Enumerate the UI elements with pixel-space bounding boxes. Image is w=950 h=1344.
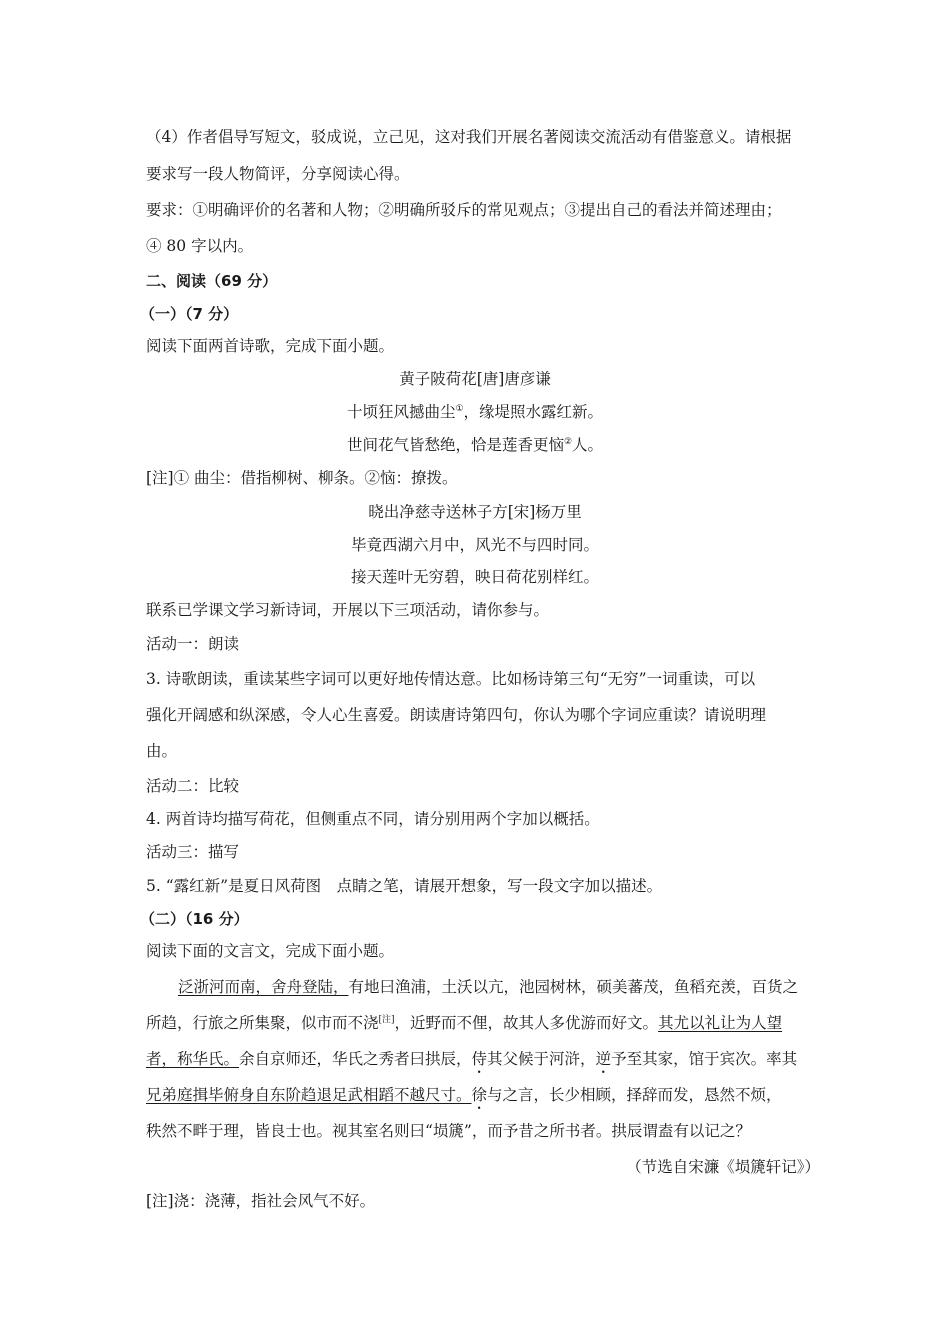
classical-text-line-5: 秩然不畔于理，皆良士也。视其室名则曰“埙篪”，而予昔之所书者。拱辰谓盍有以记之？ xyxy=(146,1122,751,1140)
activity-2-label: 活动二：比较 xyxy=(146,777,240,795)
poem-2-line-2: 接天莲叶无穷碧，映日荷花别样红。 xyxy=(350,568,599,586)
q3-line-1: 3. 诗歌朗读，重读某些字词可以更好地传情达意。比如杨诗第三句“无穷”一词重读，可以 xyxy=(146,670,756,688)
q4-compare: 4. 两首诗均描写荷花，但侧重点不同，请分别用两个字加以概括。 xyxy=(146,810,600,828)
q3-line-2: 强化开阔感和纵深感，令人心生喜爱。朗读唐诗第四句，你认为哪个字词应重读？请说明理 xyxy=(146,706,767,724)
q4-line-2: 要求写一段人物简评，分享阅读心得。 xyxy=(146,165,410,183)
q4-line-1: （4）作者倡导写短文，驳成说，立己见，这对我们开展名著阅读交流活动有借鉴意义。请根据 xyxy=(146,128,792,146)
q4-word-limit: ④ 80 字以内。 xyxy=(146,237,254,255)
poem-2-line-1: 毕竟西湖六月中，风光不与四时同。 xyxy=(350,536,599,554)
underlined-phrase: 其尤以礼让为人望 xyxy=(658,1014,783,1032)
underlined-sentence: 兄弟庭揖毕俯身自东阶趋退足武相蹈不越尺寸。 xyxy=(146,1086,472,1104)
part-1-instruction: 阅读下面两首诗歌，完成下面小题。 xyxy=(146,337,395,355)
part-2-title: （二）（16 分） xyxy=(140,910,249,928)
underlined-phrase: 泛浙河而南，舍舟登陆， xyxy=(178,978,349,996)
underlined-phrase: 者，称华氏。 xyxy=(146,1050,240,1068)
q3-line-3: 由。 xyxy=(146,742,178,760)
classical-text-line-1: 泛浙河而南，舍舟登陆，有地曰渔浦，土沃以亢，池园树林，硕美蕃茂，鱼稻充羡，百货之 xyxy=(178,978,799,996)
dotted-char: 侍 xyxy=(471,1050,488,1068)
dotted-char: 逆 xyxy=(595,1050,612,1068)
activity-3-label: 活动三：描写 xyxy=(146,843,240,861)
activity-intro: 联系已学课文学习新诗词，开展以下三项活动，请你参与。 xyxy=(146,601,550,619)
classical-text-line-2: 所趋，行旅之所集聚，似市而不浇[注]，近野而不俚，故其人多优游而好文。其尤以礼让为人望 xyxy=(146,1014,783,1032)
q4-requirements: 要求：①明确评价的名著和人物；②明确所驳斥的常见观点；③提出自己的看法并简述理由； xyxy=(146,201,782,219)
dotted-char: 徐 xyxy=(471,1086,488,1104)
poem-2-title: 晓出净慈寺送林子方[宋]杨万里 xyxy=(368,503,582,521)
poem-1-line-1: 十顷狂风撼曲尘①，缘堤照水露红新。 xyxy=(346,403,604,421)
part-1-title: （一）（7 分） xyxy=(140,305,239,323)
poem-1-title: 黄子陂荷花[唐]唐彦谦 xyxy=(399,370,551,388)
text-source: （节选自宋濂《埙篪轩记》） xyxy=(626,1158,820,1176)
text-note: [注]浇：浇薄，指社会风气不好。 xyxy=(146,1192,376,1210)
part-2-instruction: 阅读下面的文言文，完成下面小题。 xyxy=(146,942,395,960)
poem-1-line-2: 世间花气皆愁绝，恰是莲香更恼②人。 xyxy=(346,436,604,454)
q5-describe: 5. “露红新”是夏日风荷图 点睛之笔，请展开想象，写一段文字加以描述。 xyxy=(146,877,663,895)
activity-1-label: 活动一：朗读 xyxy=(146,635,240,653)
classical-text-line-4: 兄弟庭揖毕俯身自东阶趋退足武相蹈不越尺寸。徐与之言，长少相顾，择辞而发，恳然不烦， xyxy=(146,1086,782,1104)
poem-1-note: [注]① 曲尘：借指柳树、柳条。②恼：撩拨。 xyxy=(146,469,458,487)
section-2-title: 二、阅读（69 分） xyxy=(146,272,278,290)
classical-text-line-3: 者，称华氏。余自京师还，华氏之秀者曰拱辰，侍其父候于河浒，逆予至其家，馆于宾次。率其 xyxy=(146,1050,798,1068)
